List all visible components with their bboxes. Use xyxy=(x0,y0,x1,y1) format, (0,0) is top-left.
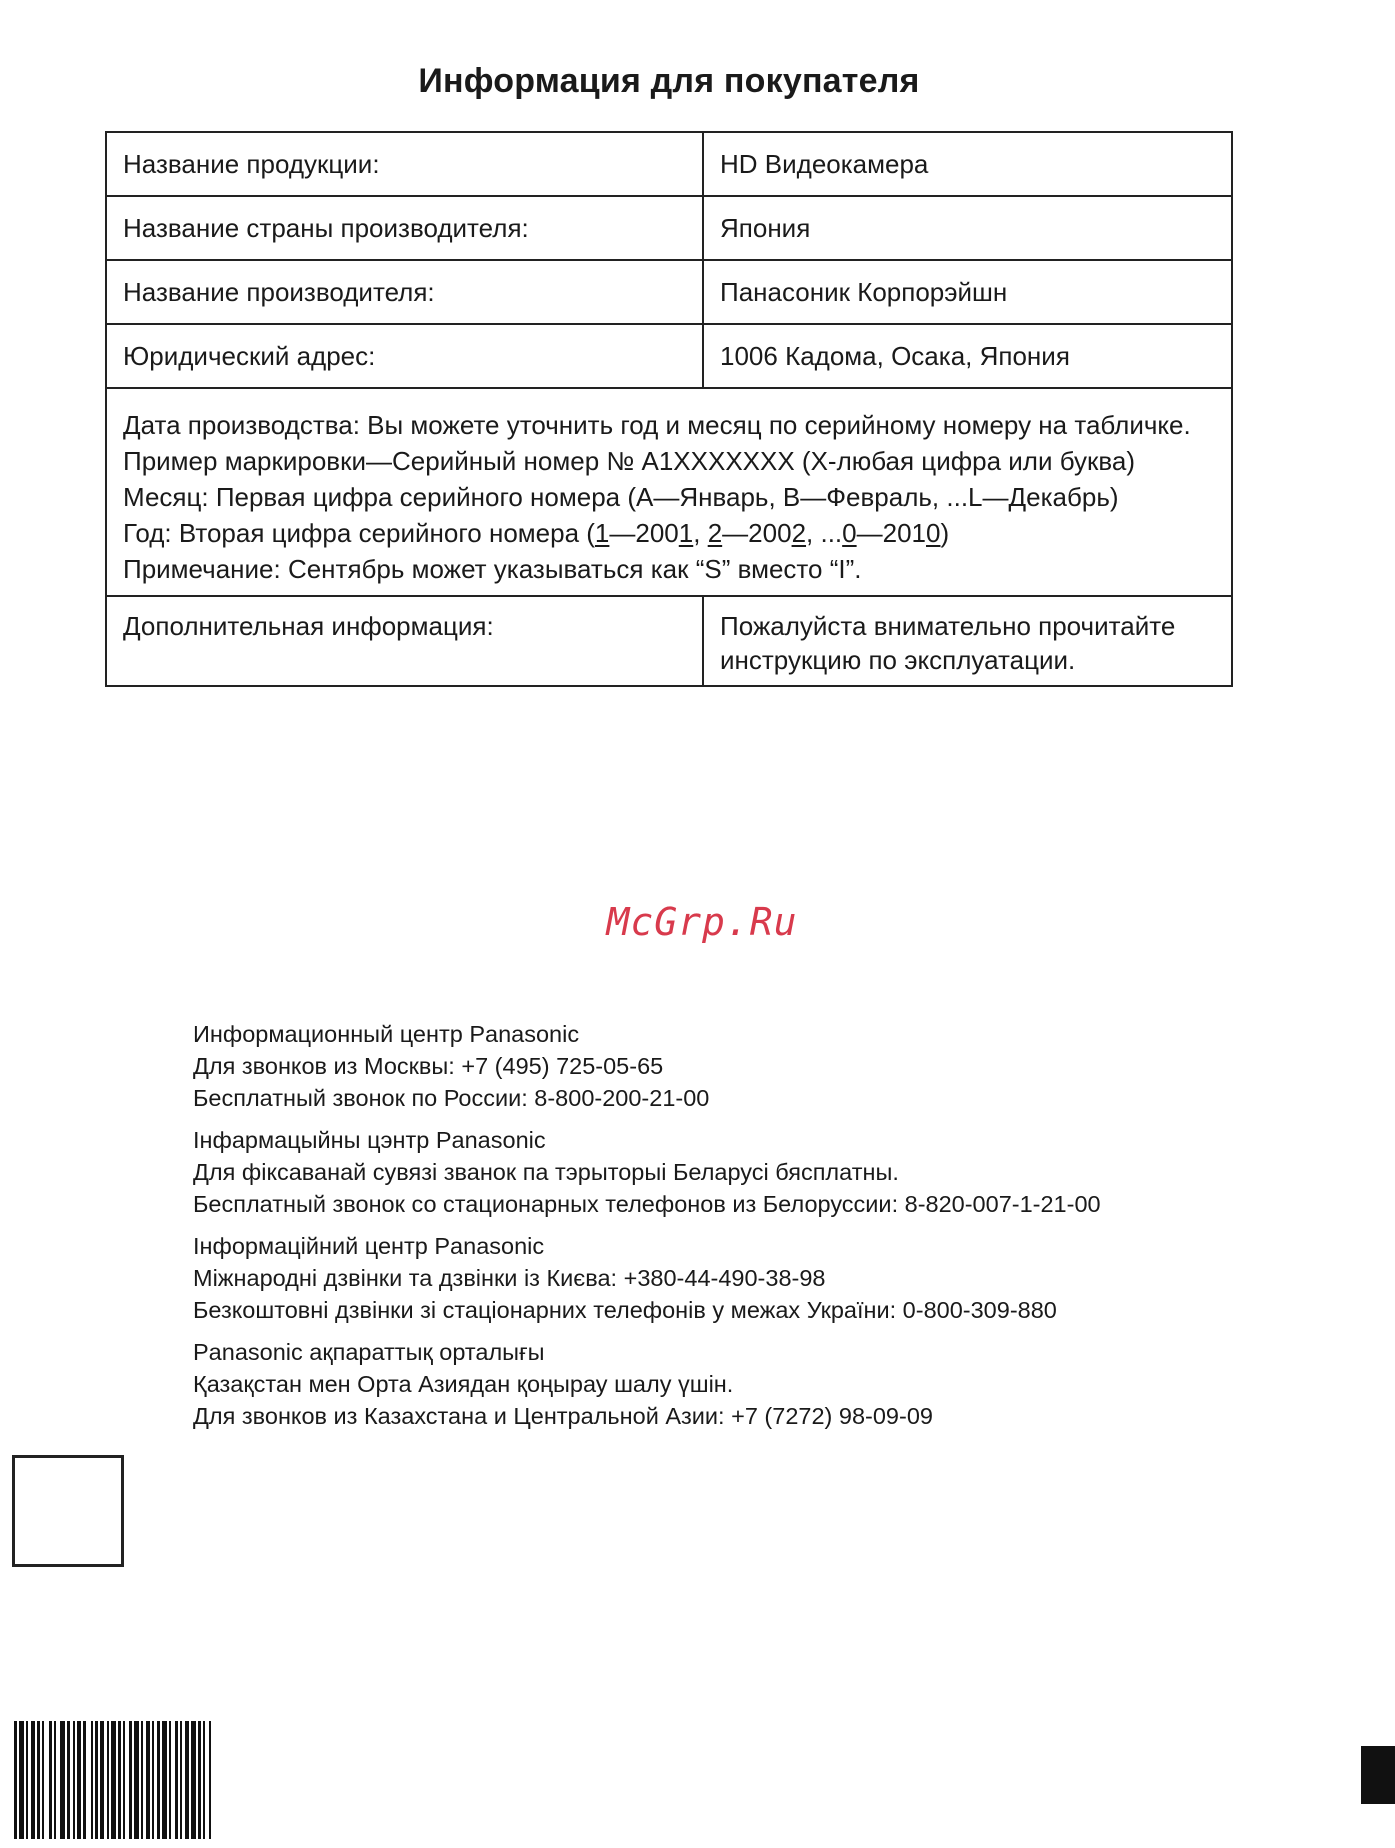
barcode-bar xyxy=(152,1721,154,1839)
black-registration-mark xyxy=(1361,1746,1395,1804)
contact-centers xyxy=(193,1018,1101,1442)
additional-info-row xyxy=(106,596,1232,686)
barcode-bar xyxy=(146,1721,150,1839)
additional-info-value xyxy=(703,596,1232,686)
barcode-bar xyxy=(49,1721,52,1839)
table-row xyxy=(106,260,1232,324)
barcode-bar xyxy=(37,1721,40,1839)
table-row xyxy=(106,132,1232,196)
contact-line: Iнфармацыйны цэнтр Panasonic xyxy=(193,1127,546,1153)
year-suffix: ) xyxy=(940,518,950,548)
barcode-bar xyxy=(100,1721,104,1839)
barcode-bar xyxy=(77,1721,81,1839)
barcode-bar xyxy=(157,1721,160,1839)
watermark-logo: McGrp.Ru xyxy=(606,900,798,944)
contact-block-ukraine xyxy=(193,1230,1101,1326)
year-digit: 0 xyxy=(842,518,857,548)
year-text: —201 xyxy=(856,518,927,548)
contact-line: Бесплатный звонок по России: 8-800-200-21-00 xyxy=(193,1085,710,1111)
page-title: Информация для покупателя xyxy=(418,62,920,100)
barcode-bar xyxy=(185,1721,189,1839)
year-text: —200 xyxy=(722,518,792,548)
contact-line: Информационный центр Panasonic xyxy=(193,1021,580,1047)
year-digit: 1 xyxy=(678,518,694,548)
barcode-bar xyxy=(26,1721,28,1839)
barcode-bar xyxy=(118,1721,121,1839)
barcode-bar xyxy=(60,1721,65,1839)
contact-block-belarus xyxy=(193,1124,1101,1220)
contact-line: Бесплатный звонок со стационарных телефонов из Белоруссии: 8-820-007-1-21-00 xyxy=(193,1191,1101,1217)
legal-address-label: Юридический адрес: xyxy=(106,324,703,388)
barcode-bar xyxy=(169,1721,171,1839)
barcode-bar xyxy=(14,1721,17,1839)
year-text: —200 xyxy=(609,518,679,548)
empty-square-box xyxy=(12,1455,124,1567)
barcode-bar xyxy=(123,1721,125,1839)
contact-line: Для звонков из Москвы: +7 (495) 725-05-65 xyxy=(193,1053,664,1079)
barcode-bar xyxy=(42,1721,44,1839)
year-digit: 2 xyxy=(791,518,807,548)
barcode-bar xyxy=(162,1721,167,1839)
barcode-bar xyxy=(73,1721,75,1839)
barcode-bar xyxy=(198,1721,201,1839)
barcode-bar xyxy=(83,1721,86,1839)
contact-block-kazakhstan xyxy=(193,1336,1101,1432)
country-label: Название страны производителя: xyxy=(106,196,703,260)
contact-line: Iнформацiйний центр Panasonic xyxy=(193,1233,545,1259)
year-line xyxy=(123,515,1227,551)
note-line: Примечание: Сентябрь может указываться как “S” вместо “I”. xyxy=(123,554,862,584)
contact-line: Panasonic ақпараттық орталығы xyxy=(193,1339,545,1365)
barcode-bar xyxy=(111,1721,116,1839)
barcode-bar xyxy=(54,1721,56,1839)
contact-line: Для звонков из Казахстана и Центральной Азии: +7 (7272) 98-09-09 xyxy=(193,1403,933,1429)
country-value: Япония xyxy=(703,196,1232,260)
contact-line: Мiжнароднi дзвiнки та дзвiнки iз Києва: +380-44-490-38-98 xyxy=(193,1265,826,1291)
year-digit: 0 xyxy=(926,518,941,548)
production-date-row xyxy=(106,388,1232,596)
table-row xyxy=(106,196,1232,260)
product-name-label: Название продукции: xyxy=(106,132,703,196)
barcode-bar xyxy=(141,1721,143,1839)
year-sep: , ... xyxy=(806,518,843,548)
additional-info-line: Пожалуйста внимательно прочитайте xyxy=(720,611,1176,641)
contact-line: Қазақстан мен Орта Азиядан қоңырау шалу үшін. xyxy=(193,1371,734,1397)
barcode-bar xyxy=(91,1721,93,1839)
manufacturer-label: Название производителя: xyxy=(106,260,703,324)
table-row xyxy=(106,324,1232,388)
production-date-line: Дата производства: Вы можете уточнить год и месяц по серийному номеру на табличке. xyxy=(123,410,1191,440)
contact-line: Для фiксаванай сувязi званок па тэрыторыi Беларусi бясплатны. xyxy=(193,1159,899,1185)
barcode-bar xyxy=(19,1721,24,1839)
product-name-value: HD Видеокамера xyxy=(703,132,1232,196)
barcode-icon xyxy=(14,1721,464,1839)
production-date-cell xyxy=(106,388,1232,596)
legal-address-value: 1006 Кадома, Осака, Япония xyxy=(703,324,1232,388)
buyer-info-table xyxy=(105,131,1233,687)
contact-block-russia xyxy=(193,1018,1101,1114)
year-digit: 2 xyxy=(707,518,723,548)
barcode-bar xyxy=(203,1721,205,1839)
additional-info-line: инструкцию по эксплуатации. xyxy=(720,645,1076,675)
barcode-bar xyxy=(31,1721,35,1839)
marking-example-line: Пример маркировки—Серийный номер № A1XXXXXXX (X-любая цифра или буква) xyxy=(123,446,1136,476)
manufacturer-value: Панасоник Корпорэйшн xyxy=(703,260,1232,324)
barcode-bar xyxy=(129,1721,132,1839)
barcode-bar xyxy=(180,1721,182,1839)
barcode-bar xyxy=(175,1721,178,1839)
barcode-bar xyxy=(209,1721,211,1839)
month-line: Месяц: Первая цифра серийного номера (A—Январь, B—Февраль, ...L—Декабрь) xyxy=(123,482,1119,512)
barcode-bar xyxy=(107,1721,109,1839)
barcode-bar xyxy=(95,1721,98,1839)
year-digit: 1 xyxy=(594,518,610,548)
barcode-bar xyxy=(134,1721,139,1839)
contact-line: Безкоштовнi дзвiнки зi стацiонарних телефонiв у межах України: 0-800-309-880 xyxy=(193,1297,1057,1323)
barcode-bar xyxy=(191,1721,196,1839)
barcode-bar xyxy=(67,1721,70,1839)
additional-info-label: Дополнительная информация: xyxy=(106,596,703,686)
year-sep: , xyxy=(693,518,708,548)
year-prefix: Год: Вторая цифра серийного номера ( xyxy=(123,518,595,548)
